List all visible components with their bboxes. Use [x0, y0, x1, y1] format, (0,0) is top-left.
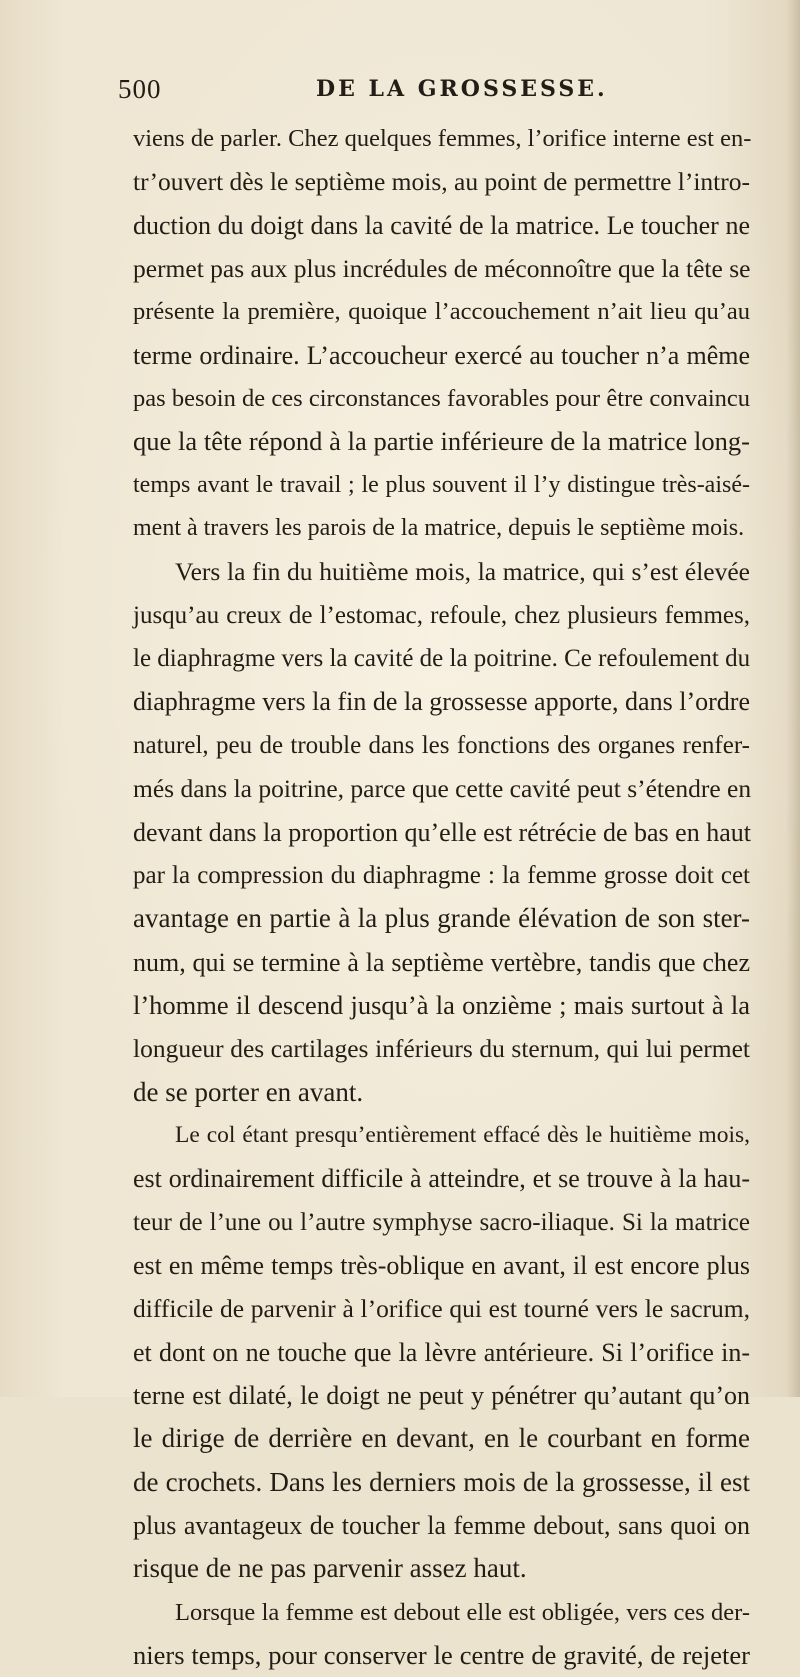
text-line: diaphragme vers la fin de la grossesse apporte, dans l’ordre: [133, 687, 750, 717]
text-line: terne est dilaté, le doigt ne peut y pénétrer qu’autant qu’on: [133, 1380, 750, 1410]
text-line: présente la première, quoique l’accouchement n’ait lieu qu’au: [133, 298, 750, 326]
text-line: est ordinairement difficile à atteindre, et se trouve à la hau-: [133, 1164, 750, 1194]
text-line: difficile de parvenir à l’orifice qui est tourné vers le sacrum,: [133, 1294, 750, 1324]
text-line: l’homme il descend jusqu’à la onzième ; mais surtout à la: [133, 989, 750, 1020]
text-line: pas besoin de ces circonstances favorables pour être convaincu: [133, 385, 750, 413]
text-line: par la compression du diaphragme : la femme grosse doit cet: [133, 861, 750, 889]
text-line: duction du doigt dans la cavité de la matrice. Le toucher ne: [133, 210, 750, 240]
text-line: teur de l’une ou l’autre symphyse sacro-iliaque. Si la matrice: [133, 1208, 750, 1236]
page-number: 500: [118, 74, 162, 104]
text-line: viens de parler. Chez quelques femmes, l’orifice interne est en-: [133, 125, 752, 152]
text-line: ment à travers les parois de la matrice, depuis le septième mois.: [133, 515, 745, 542]
text-line: que la tête répond à la partie inférieure de la matrice long-: [133, 426, 750, 457]
text-line: més dans la poitrine, parce que cette cavité peut s’étendre en: [133, 774, 752, 804]
text-line: le diaphragme vers la cavité de la poitrine. Ce refoulement du: [133, 645, 751, 673]
text-line: num, qui se termine à la septième vertèbre, tandis que chez: [133, 947, 750, 977]
text-line: longueur des cartilages inférieurs du sternum, qui lui permet: [133, 1034, 750, 1064]
page-header: [118, 74, 718, 114]
text-line: tr’ouvert dès le septième mois, au point de permettre l’intro-: [133, 167, 751, 197]
text-line: est en même temps très-oblique en avant, il est encore plus: [133, 1250, 750, 1280]
text-line: plus avantageux de toucher la femme debout, sans quoi on: [133, 1511, 750, 1540]
text-line: avantage en partie à la plus grande élévation de son ster-: [133, 903, 750, 934]
page-edge-shadow: [786, 0, 800, 1397]
text-line: et dont on ne touche que la lèvre antérieure. Si l’orifice in-: [133, 1337, 750, 1367]
text-line: Le col étant presqu’entièrement effacé dès le huitième mois,: [175, 1121, 750, 1148]
running-head: DE LA GROSSESSE.: [316, 76, 608, 102]
text-line: de crochets. Dans les derniers mois de la grossesse, il est: [133, 1466, 750, 1497]
text-line: Lorsque la femme est debout elle est obligée, vers ces der-: [175, 1598, 750, 1626]
text-line: terme ordinaire. L’accoucheur exercé au toucher n’a même: [133, 340, 750, 370]
text-line: le dirige de derrière en devant, en le courbant en forme: [133, 1423, 750, 1454]
text-line: naturel, peu de trouble dans les fonctions des organes renfer-: [133, 731, 750, 759]
body-text: [133, 117, 750, 1677]
text-line: niers temps, pour conserver le centre de gravité, de rejeter: [133, 1640, 750, 1671]
text-line: de se porter en avant.: [133, 1076, 364, 1107]
text-line: jusqu’au creux de l’estomac, refoule, chez plusieurs femmes,: [133, 601, 750, 629]
text-line: risque de ne pas parvenir assez haut.: [133, 1553, 527, 1584]
text-line: devant dans la proportion qu’elle est rétrécie de bas en haut: [133, 817, 751, 847]
text-line: permet pas aux plus incrédules de méconnoître que la tête se: [133, 254, 751, 284]
text-line: temps avant le travail ; le plus souvent il l’y distingue très-aisé-: [133, 471, 750, 498]
text-line: Vers la fin du huitième mois, la matrice, qui s’est élevée: [175, 557, 750, 587]
